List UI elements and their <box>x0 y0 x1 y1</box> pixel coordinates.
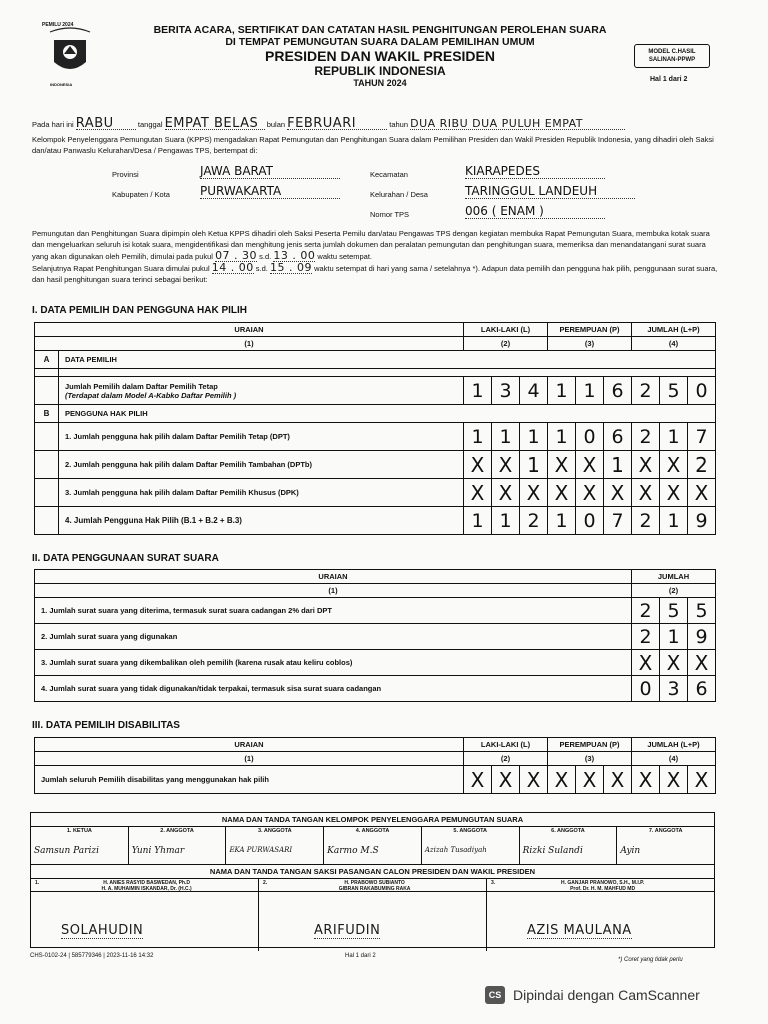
b4-digit: 0 <box>576 507 604 535</box>
tahun-value: DUA RIBU DUA PULUH EMPAT <box>410 118 625 130</box>
saksi-cand: H. GANJAR PRANOWO, S.H., M.I.P. <box>560 880 645 886</box>
kpps-role: 7. ANGGOTA <box>648 828 683 834</box>
s2-r3-digit: X <box>632 650 660 676</box>
a1-row <box>35 377 716 405</box>
saksi-name: AZIS MAULANA <box>527 923 632 938</box>
saksi-cand2: Prof. Dr. H. M. MAHFUD MD <box>570 886 636 892</box>
camscanner-icon: CS <box>485 986 505 1004</box>
b2-digit: X <box>464 451 492 479</box>
saksi-name: ARIFUDIN <box>314 923 381 938</box>
model-badge <box>634 44 710 68</box>
b1-digit: 2 <box>632 423 660 451</box>
b2-label: 2. Jumlah pengguna hak pilih dalam Daftar Pemilih Tambahan (DPTb) <box>59 451 464 479</box>
opening-text: Kelompok Penyelenggara Pemungutan Suara (KPPS) mengadakan Rapat Pemungutan dan Penghitungan Suara dalam Pemilihan Presiden dan Wakil Presiden Republik Indonesia, yang dihadiri oleh Saksi dan/atau Panwaslu Kelurahan/Desa / Pengawas TPS, bertempat di: <box>32 135 714 155</box>
a1-digit: 1 <box>576 377 604 405</box>
saksi-cand: H. ANIES RASYID BASWEDAN, Ph.D <box>103 880 190 886</box>
s3-col-uraian: URAIAN <box>35 738 464 752</box>
s2-r1-digit: 5 <box>660 598 688 624</box>
s2-r1-digit: 5 <box>688 598 716 624</box>
b3-digit: X <box>688 479 716 507</box>
tanggal-label: tanggal <box>137 120 163 129</box>
a1-label: Jumlah Pemilih dalam Daftar Pemilih Tetap <box>65 381 218 391</box>
s3-r1-digit: X <box>604 766 632 794</box>
section-2-table <box>34 569 716 702</box>
a1-digit: 1 <box>464 377 492 405</box>
saksi-sign-row <box>31 879 714 951</box>
s3-r1-digit: X <box>576 766 604 794</box>
a1-digit: 1 <box>548 377 576 405</box>
s2-n2: (2) <box>632 584 716 598</box>
a1-digit: 5 <box>660 377 688 405</box>
b1-digit: 6 <box>604 423 632 451</box>
section-3-table <box>34 737 716 794</box>
signature-area <box>30 812 715 948</box>
s2-col-uraian: URAIAN <box>35 570 632 584</box>
b4-digit: 9 <box>688 507 716 535</box>
waktu-text: waktu setempat. <box>317 252 373 261</box>
s1-n4: (4) <box>632 337 716 351</box>
count-end-time: 15 . 09 <box>269 261 312 274</box>
section-1-table <box>34 322 716 535</box>
b1-digit: 1 <box>660 423 688 451</box>
s1-n1: (1) <box>35 337 464 351</box>
b3-digit: X <box>660 479 688 507</box>
s3-n2: (2) <box>464 752 548 766</box>
provinsi-value: JAWA BARAT <box>200 164 340 179</box>
kpps-signature: Rizki Sulandi <box>522 846 583 856</box>
header-line-1: BERITA ACARA, SERTIFIKAT DAN CATATAN HASIL PENGHITUNGAN PEROLEHAN SUARA <box>153 24 607 36</box>
b2-digit: 1 <box>604 451 632 479</box>
b-code: B <box>35 405 59 423</box>
a-code: A <box>35 351 59 369</box>
b4-digit: 1 <box>548 507 576 535</box>
kpps-signature: Karmo M.S <box>327 846 379 856</box>
b3-label: 3. Jumlah pengguna hak pilih dalam Daftar Pemilih Khusus (DPK) <box>59 479 464 507</box>
seal-bottom-text: INDONESIA <box>50 82 73 87</box>
kpps-signature: EKA PURWASARI <box>229 846 293 854</box>
header-line-4: REPUBLIK INDONESIA <box>314 64 446 78</box>
procedure-text: Pemungutan dan Penghitungan Suara dipimpin oleh Ketua KPPS dihadiri oleh Saksi Peserta Pemilu dan/atau Pengawas TPS dengan kegiatan membuka Rapat Pemungutan Suara, membuka kotak suara dan mengeluarkan seluruh isi kotak suara, mengidentifikasi dan menghitung jenis serta jumlah dokumen dan peralatan pemungutan dan penghitungan suara, memeriksa dan menandatangani surat suara yang akan digunakan oleh Pemilih, dimulai pada pukul <box>32 229 710 261</box>
b2-digit: 2 <box>688 451 716 479</box>
b3-digit: X <box>464 479 492 507</box>
s1-n3: (3) <box>548 337 632 351</box>
seal-top-text: PEMILU 2024 <box>42 22 74 28</box>
b1-digit: 0 <box>576 423 604 451</box>
s2-r1-label: 1. Jumlah surat suara yang diterima, termasuk surat suara cadangan 2% dari DPT <box>35 598 632 624</box>
s2-r1-digit: 2 <box>632 598 660 624</box>
saksi-num: 2. <box>263 880 268 886</box>
saksi-name: SOLAHUDIN <box>61 923 144 938</box>
b1-digit: 1 <box>520 423 548 451</box>
b4-digit: 7 <box>604 507 632 535</box>
saksi-cand: H. PRABOWO SUBIANTO <box>344 880 405 886</box>
b2-digit: X <box>548 451 576 479</box>
s2-r4-digit: 3 <box>660 676 688 702</box>
s2-r3-digit: X <box>688 650 716 676</box>
kabupaten-value: PURWAKARTA <box>200 184 340 199</box>
b2-digit: X <box>632 451 660 479</box>
tanggal-value: EMPAT BELAS <box>165 118 265 130</box>
s3-r1-label: Jumlah seluruh Pemilih disabilitas yang menggunakan hak pilih <box>35 766 464 794</box>
section-3-title: III. DATA PEMILIH DISABILITAS <box>32 720 180 731</box>
tahun-label: tahun <box>389 120 409 129</box>
s2-r4-label: 4. Jumlah surat suara yang tidak digunakan/tidak terpakai, termasuk sisa surat suara cadangan <box>35 676 632 702</box>
tps-label: Nomor TPS <box>370 210 410 219</box>
kpps-signature: Samsun Parizi <box>34 846 99 856</box>
saksi-cand2: GIBRAN RAKABUMING RAKA <box>338 886 411 892</box>
b1-label: 1. Jumlah pengguna hak pilih dalam Daftar Pemilih Tetap (DPT) <box>59 423 464 451</box>
a1-digit: 3 <box>492 377 520 405</box>
b4-digit: 2 <box>520 507 548 535</box>
model-line-1: MODEL C.HASIL <box>648 49 696 55</box>
footer-note: *) Coret yang tidak perlu <box>618 957 683 963</box>
b1-digit: 1 <box>464 423 492 451</box>
s2-r4-digit: 0 <box>632 676 660 702</box>
saksi-num: 3. <box>491 880 496 886</box>
procedure-paragraph <box>32 228 722 285</box>
kecamatan-label: Kecamatan <box>370 170 408 179</box>
b1-digit: 1 <box>492 423 520 451</box>
kelurahan-label: Kelurahan / Desa <box>370 190 428 199</box>
kecamatan-value: KIARAPEDES <box>465 164 605 179</box>
s2-r3-digit: X <box>660 650 688 676</box>
s2-r2-digit: 9 <box>688 624 716 650</box>
a-title: DATA PEMILIH <box>59 351 716 369</box>
header-line-5: TAHUN 2024 <box>353 78 407 88</box>
s1-col-p: PEREMPUAN (P) <box>548 323 632 337</box>
s2-n1: (1) <box>35 584 632 598</box>
page-number-top: Hal 1 dari 2 <box>650 76 688 83</box>
s2-r2-digit: 2 <box>632 624 660 650</box>
s3-r1-digit: X <box>688 766 716 794</box>
b4-digit: 1 <box>464 507 492 535</box>
footer-page: Hal 1 dari 2 <box>345 953 376 959</box>
saksi-sign-title: NAMA DAN TANDA TANGAN SAKSI PASANGAN CALON PRESIDEN DAN WAKIL PRESIDEN <box>31 865 714 879</box>
kpps-signature: Yuni Yhmar <box>131 846 185 856</box>
kpps-role: 3. ANGGOTA <box>257 828 292 834</box>
document-header <box>130 24 630 88</box>
model-line-2: SALINAN-PPWP <box>648 57 696 63</box>
count-start-time: 14 . 00 <box>211 261 254 274</box>
sd-text-2: s.d. <box>255 264 268 273</box>
kpps-role: 4. ANGGOTA <box>355 828 390 834</box>
b3-digit: X <box>632 479 660 507</box>
kelurahan-value: TARINGGUL LANDEUH <box>465 184 635 199</box>
header-line-2: DI TEMPAT PEMUNGUTAN SUARA DALAM PEMILIHAN UMUM <box>225 36 535 48</box>
b4-digit: 1 <box>492 507 520 535</box>
s3-r1-digit: X <box>492 766 520 794</box>
kpps-role: 6. ANGGOTA <box>551 828 585 834</box>
a1-digit: 6 <box>604 377 632 405</box>
kpps-signature: Azizah Tusadiyah <box>424 846 487 854</box>
count-start-text: Selanjutnya Rapat Penghitungan Suara dimulai pukul <box>32 264 210 273</box>
s3-r1-digit: X <box>660 766 688 794</box>
b3-digit: X <box>604 479 632 507</box>
end-time: 13 . 00 <box>273 249 316 262</box>
s3-r1-digit: X <box>464 766 492 794</box>
kpps-sign-title: NAMA DAN TANDA TANGAN KELOMPOK PENYELENGGARA PEMUNGUTAN SUARA <box>31 813 714 827</box>
hari-label: Pada hari ini <box>32 120 74 129</box>
s1-col-j: JUMLAH (L+P) <box>632 323 716 337</box>
kpps-role: 2. ANGGOTA <box>160 828 194 834</box>
opening-line <box>32 118 722 130</box>
a1-digit: 2 <box>632 377 660 405</box>
header-line-3: PRESIDEN DAN WAKIL PRESIDEN <box>265 48 495 64</box>
kabupaten-label: Kabupaten / Kota <box>112 190 170 199</box>
s2-r2-digit: 1 <box>660 624 688 650</box>
s3-r1-digit: X <box>548 766 576 794</box>
s1-col-uraian: URAIAN <box>35 323 464 337</box>
s3-r1-digit: X <box>520 766 548 794</box>
b2-digit: X <box>492 451 520 479</box>
b3-digit: X <box>520 479 548 507</box>
section-2-title: II. DATA PENGGUNAAN SURAT SUARA <box>32 553 219 564</box>
s2-r3-label: 3. Jumlah surat suara yang dikembalikan oleh pemilih (karena rusak atau keliru coblos) <box>35 650 632 676</box>
hari-value: RABU <box>76 118 136 130</box>
b1-digit: 1 <box>548 423 576 451</box>
s1-col-l: LAKI-LAKI (L) <box>464 323 548 337</box>
tps-value: 006 ( ENAM ) <box>465 204 605 219</box>
saksi-num: 1. <box>35 880 40 886</box>
saksi-cand2: H. A. MUHAIMIN ISKANDAR, Dr. (H.C.) <box>101 886 192 892</box>
b2-digit: X <box>660 451 688 479</box>
b4-label: 4. Jumlah Pengguna Hak Pilih (B.1 + B.2 + B.3) <box>59 507 464 535</box>
b2-digit: 1 <box>520 451 548 479</box>
s3-n1: (1) <box>35 752 464 766</box>
s2-r4-digit: 6 <box>688 676 716 702</box>
s3-n4: (4) <box>632 752 716 766</box>
a1-sub: (Terdapat dalam Model A-Kabko Daftar Pemilih ) <box>65 390 237 400</box>
kpps-sign-row <box>31 827 714 865</box>
b2-digit: X <box>576 451 604 479</box>
provinsi-label: Provinsi <box>112 170 139 179</box>
kpps-role: 1. KETUA <box>66 828 92 834</box>
footer-code: CHS-0102-24 | 585779346 | 2023-11-16 14:32 <box>30 953 154 959</box>
a1-digit: 0 <box>688 377 716 405</box>
s3-r1-digit: X <box>632 766 660 794</box>
sd-text-1: s.d. <box>259 252 272 261</box>
bulan-label: bulan <box>266 120 286 129</box>
b1-digit: 7 <box>688 423 716 451</box>
a1-digit: 4 <box>520 377 548 405</box>
b4-digit: 1 <box>660 507 688 535</box>
kpps-role: 5. ANGGOTA <box>453 828 488 834</box>
s3-col-l: LAKI-LAKI (L) <box>464 738 548 752</box>
kpps-signature: Ayin <box>620 846 641 856</box>
count-end-text: waktu setempat di hari yang sama / setelahnya *). Adapun data pemilih dan pengguna hak pilih, penggunaan surat suara, dan hasil penghitungan suara terinci sebagai berikut: <box>32 264 718 284</box>
camscanner-watermark <box>485 986 700 1004</box>
s3-col-j: JUMLAH (L+P) <box>632 738 716 752</box>
s2-col-j: JUMLAH <box>632 570 716 584</box>
kpu-seal-icon <box>42 22 98 84</box>
b3-digit: X <box>492 479 520 507</box>
s3-col-p: PEREMPUAN (P) <box>548 738 632 752</box>
camscanner-text: Dipindai dengan CamScanner <box>513 987 700 1003</box>
s3-n3: (3) <box>548 752 632 766</box>
start-time: 07 . 30 <box>215 249 258 262</box>
bulan-value: FEBRUARI <box>287 118 387 130</box>
b-title: PENGGUNA HAK PILIH <box>59 405 716 423</box>
b3-digit: X <box>548 479 576 507</box>
b4-digit: 2 <box>632 507 660 535</box>
section-1-title: I. DATA PEMILIH DAN PENGGUNA HAK PILIH <box>32 305 247 316</box>
b3-digit: X <box>576 479 604 507</box>
s2-r2-label: 2. Jumlah surat suara yang digunakan <box>35 624 632 650</box>
s1-n2: (2) <box>464 337 548 351</box>
